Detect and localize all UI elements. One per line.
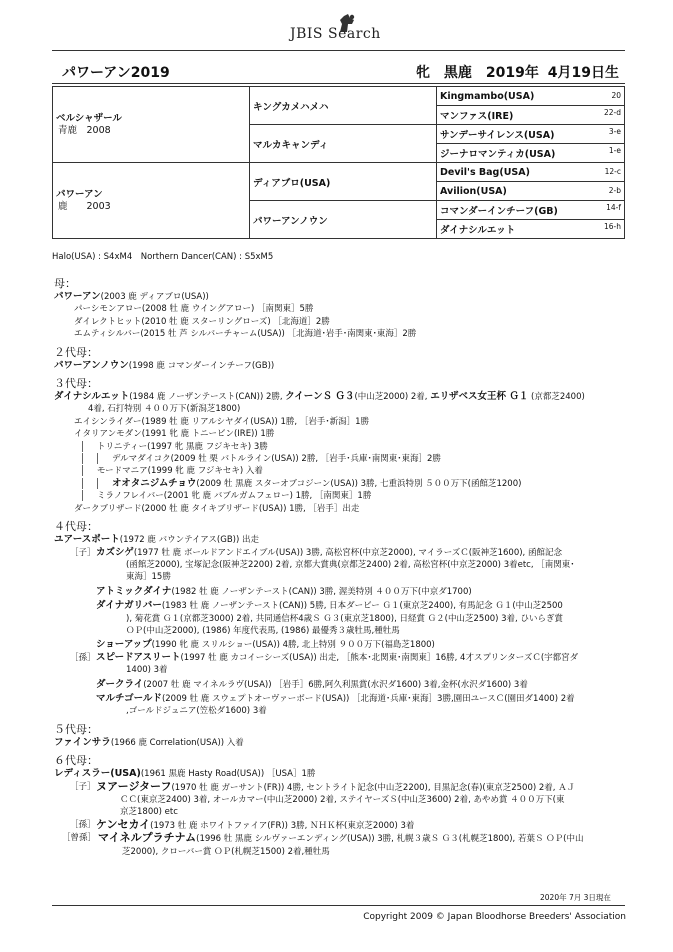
descendant-detail: 1400) 3着 (126, 665, 168, 676)
g3-detail: (中山芝2000) 2着, (354, 392, 428, 403)
descendant-detail: (1973 牡 鹿 ホワイトファイア(FR)) 3勝, ＮＨＫ杯(東京芝2000) 3着 (150, 820, 415, 831)
descendant-detail: (1982 牡 鹿 ノーザンテースト(CAN)) 3勝, 渥美特別 ４００万下(中京ダ1700) (171, 586, 472, 597)
pedigree-gen3-cell[interactable]: Kingmambo(USA) 20 (437, 87, 625, 106)
sire-cell[interactable] (53, 87, 250, 163)
pedigree-gen3-cell[interactable]: Avilion(USA) 2-b (437, 182, 625, 201)
descendant-link[interactable]: ヌアージターフ (96, 779, 172, 793)
descendant-detail: ＣＣ(東京芝2400) 3着, オールカマー(中山芝2000) 2着, ステイヤーズＳ(中山芝3600) 2着, あやめ賞 ４００万下(東 (120, 795, 565, 805)
descendant-detail: (1983 牡 鹿 ノーザンテースト(CAN)) 5勝, 日本ダービー Ｇ１(東京芝2400), 有馬記念 Ｇ１(中山芝2500 (161, 601, 563, 612)
pedigree-gen3-cell[interactable]: ジーナロマンティカ(USA) 1-e (437, 144, 625, 163)
horse-name: パワーアン2019 (62, 65, 170, 81)
descendant-link[interactable]: ダークライ (96, 678, 144, 690)
descendant-link[interactable]: スピードアスリート (96, 651, 181, 663)
race-name: エリザベス女王杯 Ｇ１ (430, 391, 529, 403)
dam-cell[interactable] (53, 163, 250, 239)
g6-link[interactable]: レディスラー(USA) (54, 768, 141, 780)
descendant-detail: (2007 牡 鹿 マイネルラヴ(USA)) ［岩手］6勝,阿久利黒賞(水沢ダ1600) 3着,金杯(水沢ダ1600) 3着 (143, 679, 528, 690)
tag-child: ［子］ (70, 547, 96, 558)
as-of-date: 2020年 7月 3日現在 (540, 893, 611, 902)
g3-link[interactable]: ダイナシルエット (54, 391, 130, 403)
descendant-detail: 芝2000), クローバー賞 ＯＰ(札幌芝1500) 2着,種牡馬 (122, 846, 330, 857)
race-name: クイーンＳ Ｇ３ (285, 391, 355, 403)
section-g3: ３代母： (54, 377, 98, 391)
pedigree-gen2-cell[interactable]: キングカメハメハ (250, 87, 437, 125)
list-item: (2009 牡 黒鹿 スターオブコジーン(USA)) 3勝, 七重浜特別 ５００万下(函館芝1200) (196, 478, 522, 489)
pedigree-gen3-cell[interactable]: マンファス(IRE) 22-d (437, 106, 625, 125)
list-item (54, 652, 624, 718)
inbreeding-note: Halo(USA) : S4xM4 Northern Dancer(CAN) : S5xM5 (52, 252, 274, 262)
list-item (54, 547, 624, 652)
pedigree-gen3-cell[interactable]: コマンダーインチーフ(GB) 14-f (437, 201, 625, 220)
g3-detail-cont: 4着, 石打特別 ４００万下(新潟芝1800) (88, 404, 241, 415)
tree-line (97, 453, 112, 464)
list-item (54, 832, 624, 858)
list-item[interactable]: ダークブリザード(2000 牡 鹿 タイキブリザード(USA)) 1勝, ［岩手］出走 (74, 503, 360, 514)
descendant-detail: ), 菊花賞 Ｇ１(京都芝3000) 2着, 共同通信杯4歳Ｓ Ｇ３(東京芝1800), 日経賞 Ｇ２(中山芝2500) 3着, ひいらぎ賞 (126, 613, 563, 624)
sire-info: 青鹿 2008 (58, 124, 111, 136)
descendant-detail: 京芝1800) etc (120, 807, 178, 818)
section-mother: 母： (54, 277, 76, 290)
logo-text: JBIS Search (290, 26, 381, 42)
pedigree-gen3-cell[interactable]: サンデーサイレンス(USA) 3-e (437, 125, 625, 144)
descendant-detail: (1970 牡 鹿 ガーサント(FR)) 4勝, セントライト記念(中山芝2200), 目黒記念(春)(東京芝2500) 2着, ＡＪ (171, 782, 576, 793)
descendant-detail: ,ゴールドジュニア(笠松ダ1600) 3着 (126, 706, 267, 717)
list-item[interactable]: デルマダイコク(2009 牡 栗 バトルライン(USA)) 2勝, ［岩手･兵庫･南関東･東海］2勝 (112, 454, 441, 465)
pedigree-gen2-cell[interactable]: ディアブロ(USA) (250, 163, 437, 201)
g6-detail: (1961 黒鹿 Hasty Road(USA)) ［USA］1勝 (140, 769, 316, 780)
list-item (54, 781, 624, 819)
tree-line (82, 490, 97, 501)
title-rule (52, 83, 625, 84)
g4-detail: (1972 鹿 バウンテイアス(GB)) 出走 (119, 535, 259, 546)
descendant-link[interactable]: ダイナガリバー (96, 600, 162, 612)
g3-detail: (京都芝2400) (531, 392, 585, 403)
g4-link[interactable]: ユアースポート (54, 534, 120, 546)
pedigree-table (52, 86, 625, 239)
footer-rule (52, 905, 625, 906)
descendant-detail: (函館芝2000), 宝塚記念(阪神芝2200) 2着, 京都大賞典(京都芝2400) 2着, 高松宮杯(中京芝2000) 3着etc, ［南関東･ (126, 559, 575, 570)
tree-line (82, 478, 97, 489)
descendant-detail: (1997 牡 鹿 カコイーシーズ(USA)) 出走, ［熊本･北関東･南関東］16勝, 4才スプリンターズＣ(宇都宮ダ (180, 652, 579, 663)
copyright: Copyright 2009 © Japan Bloodhorse Breeders' Association (363, 912, 626, 922)
dam-detail: (2003 鹿 ディアブロ(USA)) (100, 292, 209, 302)
tag-child: ［子］ (70, 781, 96, 792)
jbis-logo[interactable] (268, 8, 408, 48)
top-rule (52, 50, 625, 51)
section-g2: ２代母： (54, 345, 98, 359)
family-body (54, 272, 624, 858)
descendant-link[interactable]: マイネルプラチナム (98, 831, 197, 845)
g3-detail: (1984 鹿 ノーザンテースト(CAN)) 2勝, (129, 392, 283, 403)
list-item[interactable]: エムティシルバー(2015 牡 芦 シルバーチャーム(USA)) ［北海道･岩手･南関東･東海］2勝 (74, 329, 417, 340)
g2-detail: (1998 鹿 コマンダーインチーフ(GB)) (128, 360, 275, 371)
descendant-link[interactable]: ケンセカイ (96, 817, 151, 831)
g5-link[interactable]: ファインサラ (54, 736, 111, 748)
descendant-link[interactable]: ショーアップ (96, 639, 152, 651)
dam-link[interactable]: パワーアン (54, 291, 101, 302)
list-item[interactable]: ダイレクトヒット(2010 牡 鹿 スターリングローズ) ［北海道］2勝 (74, 316, 330, 327)
dam-name: パワーアン (56, 188, 103, 200)
tag-great-grandchild: ［曾孫］ (62, 833, 97, 844)
pedigree-gen2-cell[interactable]: マルカキャンディ (250, 125, 437, 163)
section-g4: ４代母： (54, 520, 98, 534)
title-bar (52, 58, 625, 84)
sire-name: ベルシャザール (56, 112, 122, 124)
list-item[interactable]: エイシンライダー(1989 牡 鹿 リアルシヤダイ(USA)) 1勝, ［岩手･新潟］1勝 (74, 416, 369, 427)
tag-grandchild: ［孫］ (70, 819, 96, 830)
dam-info: 鹿 2003 (58, 200, 111, 212)
descendant-link[interactable]: カズシゲ (96, 546, 134, 558)
descendant-detail: 東海］15勝 (126, 572, 171, 583)
horse-info: 牝 黒鹿 2019年 4月19日生 (415, 65, 619, 81)
tag-grandchild: ［孫］ (70, 652, 96, 663)
descendant-detail: (2009 牡 鹿 スウェプトオーヴァーボード(USA)) ［北海道･兵庫･東海］3勝,園田ユースＣ(園田ダ1400) 2着 (161, 693, 575, 704)
pedigree-gen3-cell[interactable]: ダイナシルエット 16-h (437, 220, 625, 239)
section-g6: ６代母： (54, 754, 98, 768)
list-item[interactable]: パーシモンアロー(2008 牡 鹿 ウイングアロー) ［南関東］5勝 (74, 304, 314, 315)
tree-line (97, 478, 112, 489)
list-item-highlight[interactable]: オオタニジムチョウ (112, 477, 197, 489)
list-item[interactable]: ミラノフレイバー(2001 牝 鹿 バブルガムフェロー) 1勝, ［南関東］1勝 (97, 491, 372, 502)
descendant-link[interactable]: アトミックダイナ (96, 585, 172, 597)
pedigree-gen2-cell[interactable]: パワーアンノウン (250, 201, 437, 239)
descendant-detail: (1977 牡 鹿 ボールドアンドエイブル(USA)) 3勝, 高松宮杯(中京芝2000), マイラーズＣ(阪神芝1600), 函館記念 (133, 547, 562, 558)
g2-link[interactable]: パワーアンノウン (54, 359, 129, 371)
descendant-link[interactable]: マルチゴールド (96, 692, 162, 704)
descendant-detail: (1990 牝 鹿 スリルショー(USA)) 4勝, 北上特別 ９００万下(福島芝1800) (151, 640, 435, 651)
tree-line (82, 465, 97, 476)
descendant-detail: (1996 牡 黒鹿 シルヴァーエンディング(USA)) 3勝, 札幌３歳Ｓ Ｇ３(札幌芝1800), 若葉Ｓ ＯＰ(中山 (196, 834, 584, 845)
list-item[interactable]: トリニティー(1997 牝 黒鹿 フジキセキ) 3勝 (97, 441, 268, 452)
section-g5: ５代母： (54, 722, 98, 736)
list-item[interactable]: イタリアンモダン(1991 牝 鹿 トニービン(IRE)) 1勝 (74, 429, 275, 440)
pedigree-gen3-cell[interactable]: Devil's Bag(USA) 12-c (437, 163, 625, 182)
list-item[interactable]: モードマニア(1999 牝 鹿 フジキセキ) 入着 (97, 466, 263, 477)
tree-line (82, 441, 97, 452)
descendant-detail: ＯＰ(中山芝2000), (1986) 年度代表馬, (1986) 最優秀３歳牡馬,種牡馬 (126, 625, 400, 636)
g5-detail: (1966 鹿 Correlation(USA)) 入着 (110, 737, 244, 748)
tree-line (82, 453, 97, 464)
